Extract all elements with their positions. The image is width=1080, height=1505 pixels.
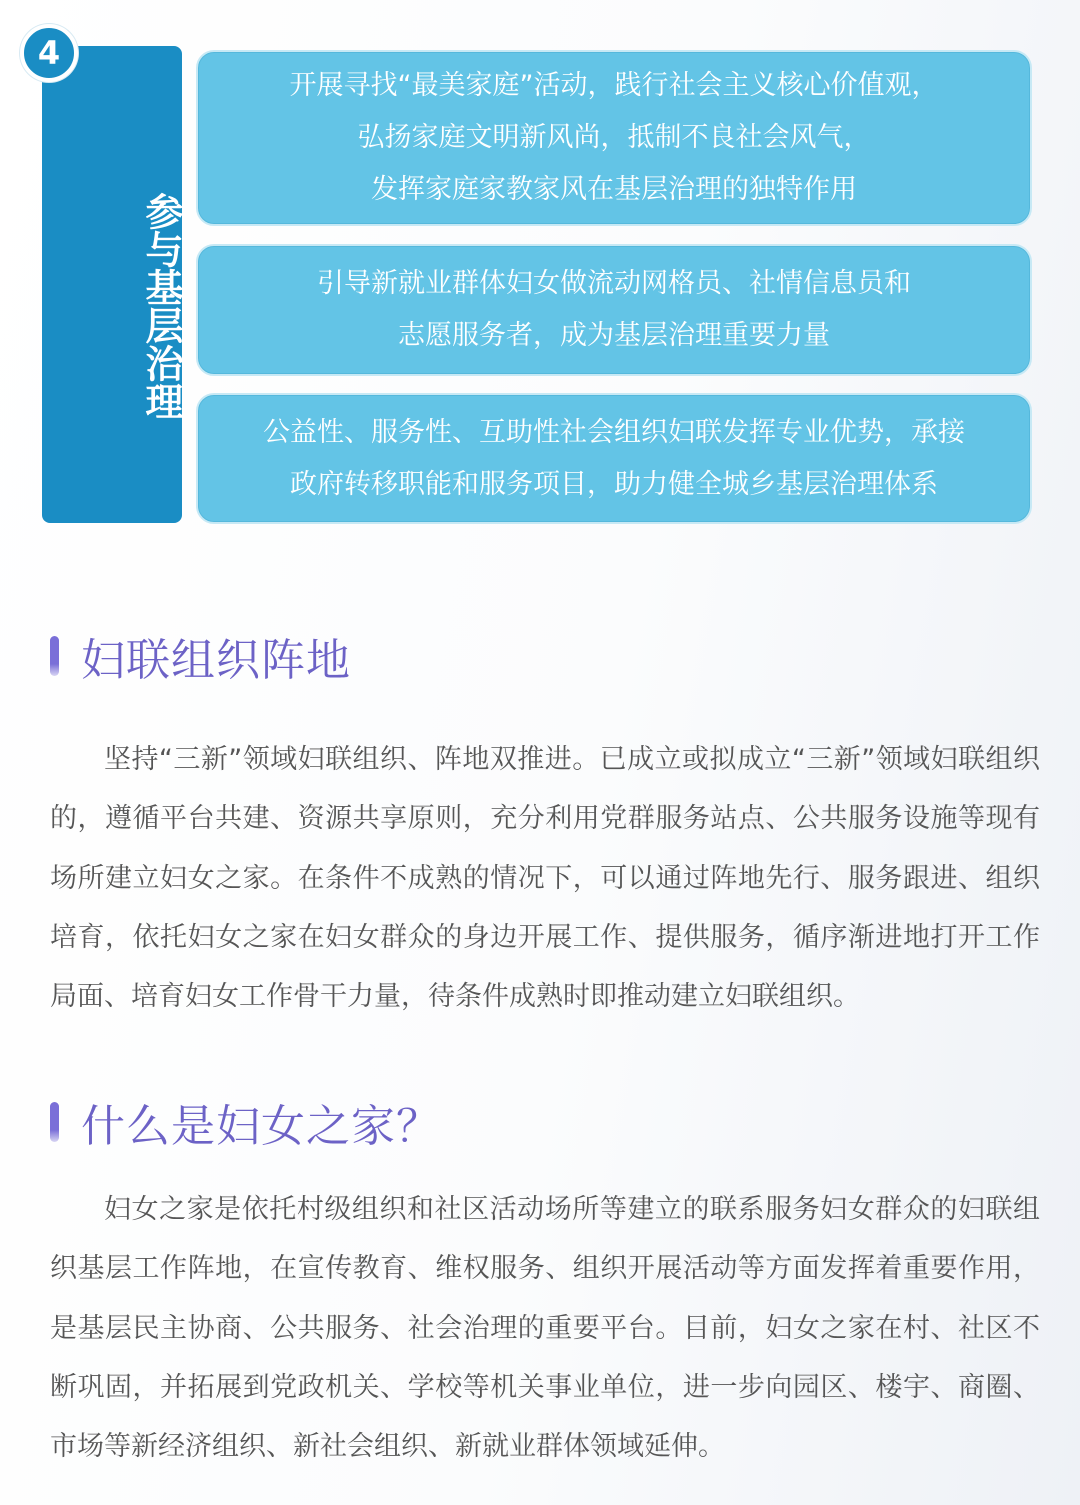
heading-accent-bar bbox=[50, 1102, 59, 1142]
card-line: 引导新就业群体妇女做流动网格员、社情信息员和 bbox=[317, 268, 911, 299]
card-line: 弘扬家庭文明新风尚，抵制不良社会风气， bbox=[357, 122, 871, 153]
card-line: 发挥家庭家教家风在基层治理的独特作用 bbox=[371, 174, 857, 205]
section-paragraph-1: 坚持“三新”领域妇联组织、阵地双推进。已成立或拟成立“三新”领域妇联组织的，遵循平台共建、资源共享原则，充分利用党群服务站点、公共服务设施等现有场所建立妇女之家。在条件不成熟的情况下，可以通过阵地先行、服务跟进、组织培育，依托妇女之家在妇女群众的身边开展工作、提供服务，循序渐进地打开工作局面、培育妇女工作骨干力量，待条件成熟时即推动建立妇联组织。 bbox=[50, 744, 1040, 1013]
heading-text: 妇联组织阵地 bbox=[81, 635, 351, 686]
section-heading-2 bbox=[50, 1094, 441, 1150]
governance-section bbox=[0, 0, 1080, 540]
info-card-3 bbox=[196, 393, 1032, 524]
side-title: 参与基层治理 bbox=[139, 192, 183, 420]
card-line: 政府转移职能和服务项目，助力健全城乡基层治理体系 bbox=[290, 468, 938, 500]
card-line: 开展寻找“最美家庭”活动，践行社会主义核心价值观， bbox=[289, 70, 939, 101]
heading-accent-bar bbox=[50, 636, 59, 676]
card-line: 志愿服务者，成为基层治理重要力量 bbox=[398, 320, 830, 351]
card-line: 公益性、服务性、互助性社会组织妇联发挥专业优势，承接 bbox=[263, 416, 965, 448]
number-badge: 4 bbox=[20, 24, 78, 82]
heading-text: 什么是妇女之家？ bbox=[81, 1101, 441, 1152]
section-paragraph-2: 妇女之家是依托村级组织和社区活动场所等建立的联系服务妇女群众的妇联组织基层工作阵地，在宣传教育、维权服务、组织开展活动等方面发挥着重要作用，是基层民主协商、公共服务、社会治理的重要平台。目前，妇女之家在村、社区不断巩固，并拓展到党政机关、学校等机关事业单位，进一步向园区、楼宇、商圈、市场等新经济组织、新社会组织、新就业群体领域延伸。 bbox=[50, 1194, 1040, 1463]
side-title-bar bbox=[42, 46, 182, 523]
info-card-1 bbox=[196, 50, 1032, 226]
section-heading-1 bbox=[50, 628, 351, 684]
info-card-2 bbox=[196, 244, 1032, 376]
